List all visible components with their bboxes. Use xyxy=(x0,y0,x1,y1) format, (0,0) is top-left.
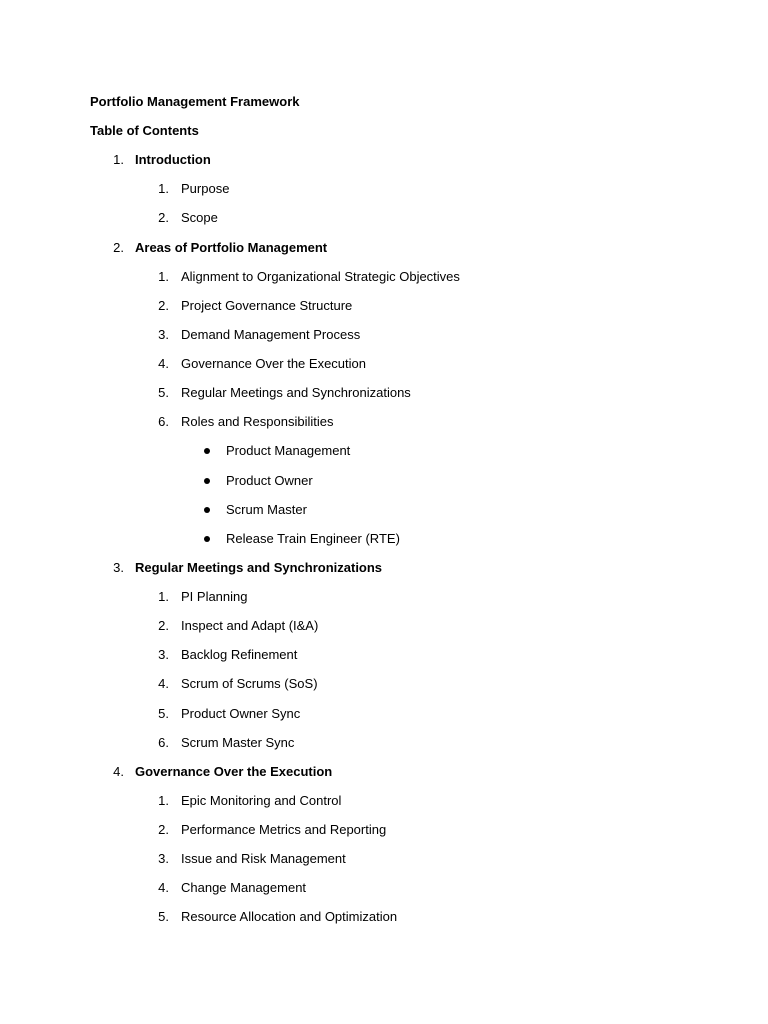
bullet-icon xyxy=(204,448,210,454)
item-number: 5. xyxy=(158,385,169,400)
toc-bullet-item: Product Management xyxy=(226,443,351,458)
item-number: 1. xyxy=(158,269,169,284)
toc-bullet-item: Scrum Master xyxy=(226,502,307,517)
toc-bullet-item: Product Owner xyxy=(226,473,313,488)
section-number: 3. xyxy=(113,560,124,575)
toc-item: Purpose xyxy=(181,181,230,196)
section-number: 4. xyxy=(113,764,124,779)
section-title-governance: Governance Over the Execution xyxy=(135,764,333,779)
toc-item: Performance Metrics and Reporting xyxy=(181,822,387,837)
toc-item: Scope xyxy=(181,210,218,225)
item-number: 2. xyxy=(158,210,169,225)
section-number: 2. xyxy=(113,240,124,255)
item-number: 3. xyxy=(158,647,169,662)
toc-item: Project Governance Structure xyxy=(181,298,353,313)
toc-item: Change Management xyxy=(181,880,307,895)
item-number: 6. xyxy=(158,735,169,750)
toc-heading: Table of Contents xyxy=(90,123,199,138)
toc-item: PI Planning xyxy=(181,589,248,604)
section-title-meetings: Regular Meetings and Synchronizations xyxy=(135,560,383,575)
item-number: 1. xyxy=(158,793,169,808)
toc-item: Epic Monitoring and Control xyxy=(181,793,342,808)
item-number: 3. xyxy=(158,851,169,866)
section-title-introduction: Introduction xyxy=(135,152,211,167)
item-number: 3. xyxy=(158,327,169,342)
toc-item: Roles and Responsibilities xyxy=(181,414,334,429)
item-number: 4. xyxy=(158,880,169,895)
toc-item: Regular Meetings and Synchronizations xyxy=(181,385,411,400)
toc-item: Backlog Refinement xyxy=(181,647,298,662)
toc-item: Issue and Risk Management xyxy=(181,851,346,866)
toc-item: Demand Management Process xyxy=(181,327,361,342)
item-number: 2. xyxy=(158,822,169,837)
toc-item: Scrum of Scrums (SoS) xyxy=(181,676,318,691)
item-number: 4. xyxy=(158,676,169,691)
item-number: 5. xyxy=(158,909,169,924)
toc-item: Scrum Master Sync xyxy=(181,735,295,750)
bullet-icon xyxy=(204,536,210,542)
item-number: 1. xyxy=(158,181,169,196)
section-number: 1. xyxy=(113,152,124,167)
toc-bullet-item: Release Train Engineer (RTE) xyxy=(226,531,400,546)
toc-item: Resource Allocation and Optimization xyxy=(181,909,398,924)
section-title-areas: Areas of Portfolio Management xyxy=(135,240,328,255)
item-number: 2. xyxy=(158,298,169,313)
item-number: 2. xyxy=(158,618,169,633)
item-number: 1. xyxy=(158,589,169,604)
toc-item: Inspect and Adapt (I&A) xyxy=(181,618,319,633)
bullet-icon xyxy=(204,478,210,484)
item-number: 6. xyxy=(158,414,169,429)
bullet-icon xyxy=(204,507,210,513)
toc-item: Product Owner Sync xyxy=(181,706,301,721)
item-number: 5. xyxy=(158,706,169,721)
document-title: Portfolio Management Framework xyxy=(90,94,300,109)
toc-item: Governance Over the Execution xyxy=(181,356,366,371)
toc-item: Alignment to Organizational Strategic Objectives xyxy=(181,269,460,284)
item-number: 4. xyxy=(158,356,169,371)
